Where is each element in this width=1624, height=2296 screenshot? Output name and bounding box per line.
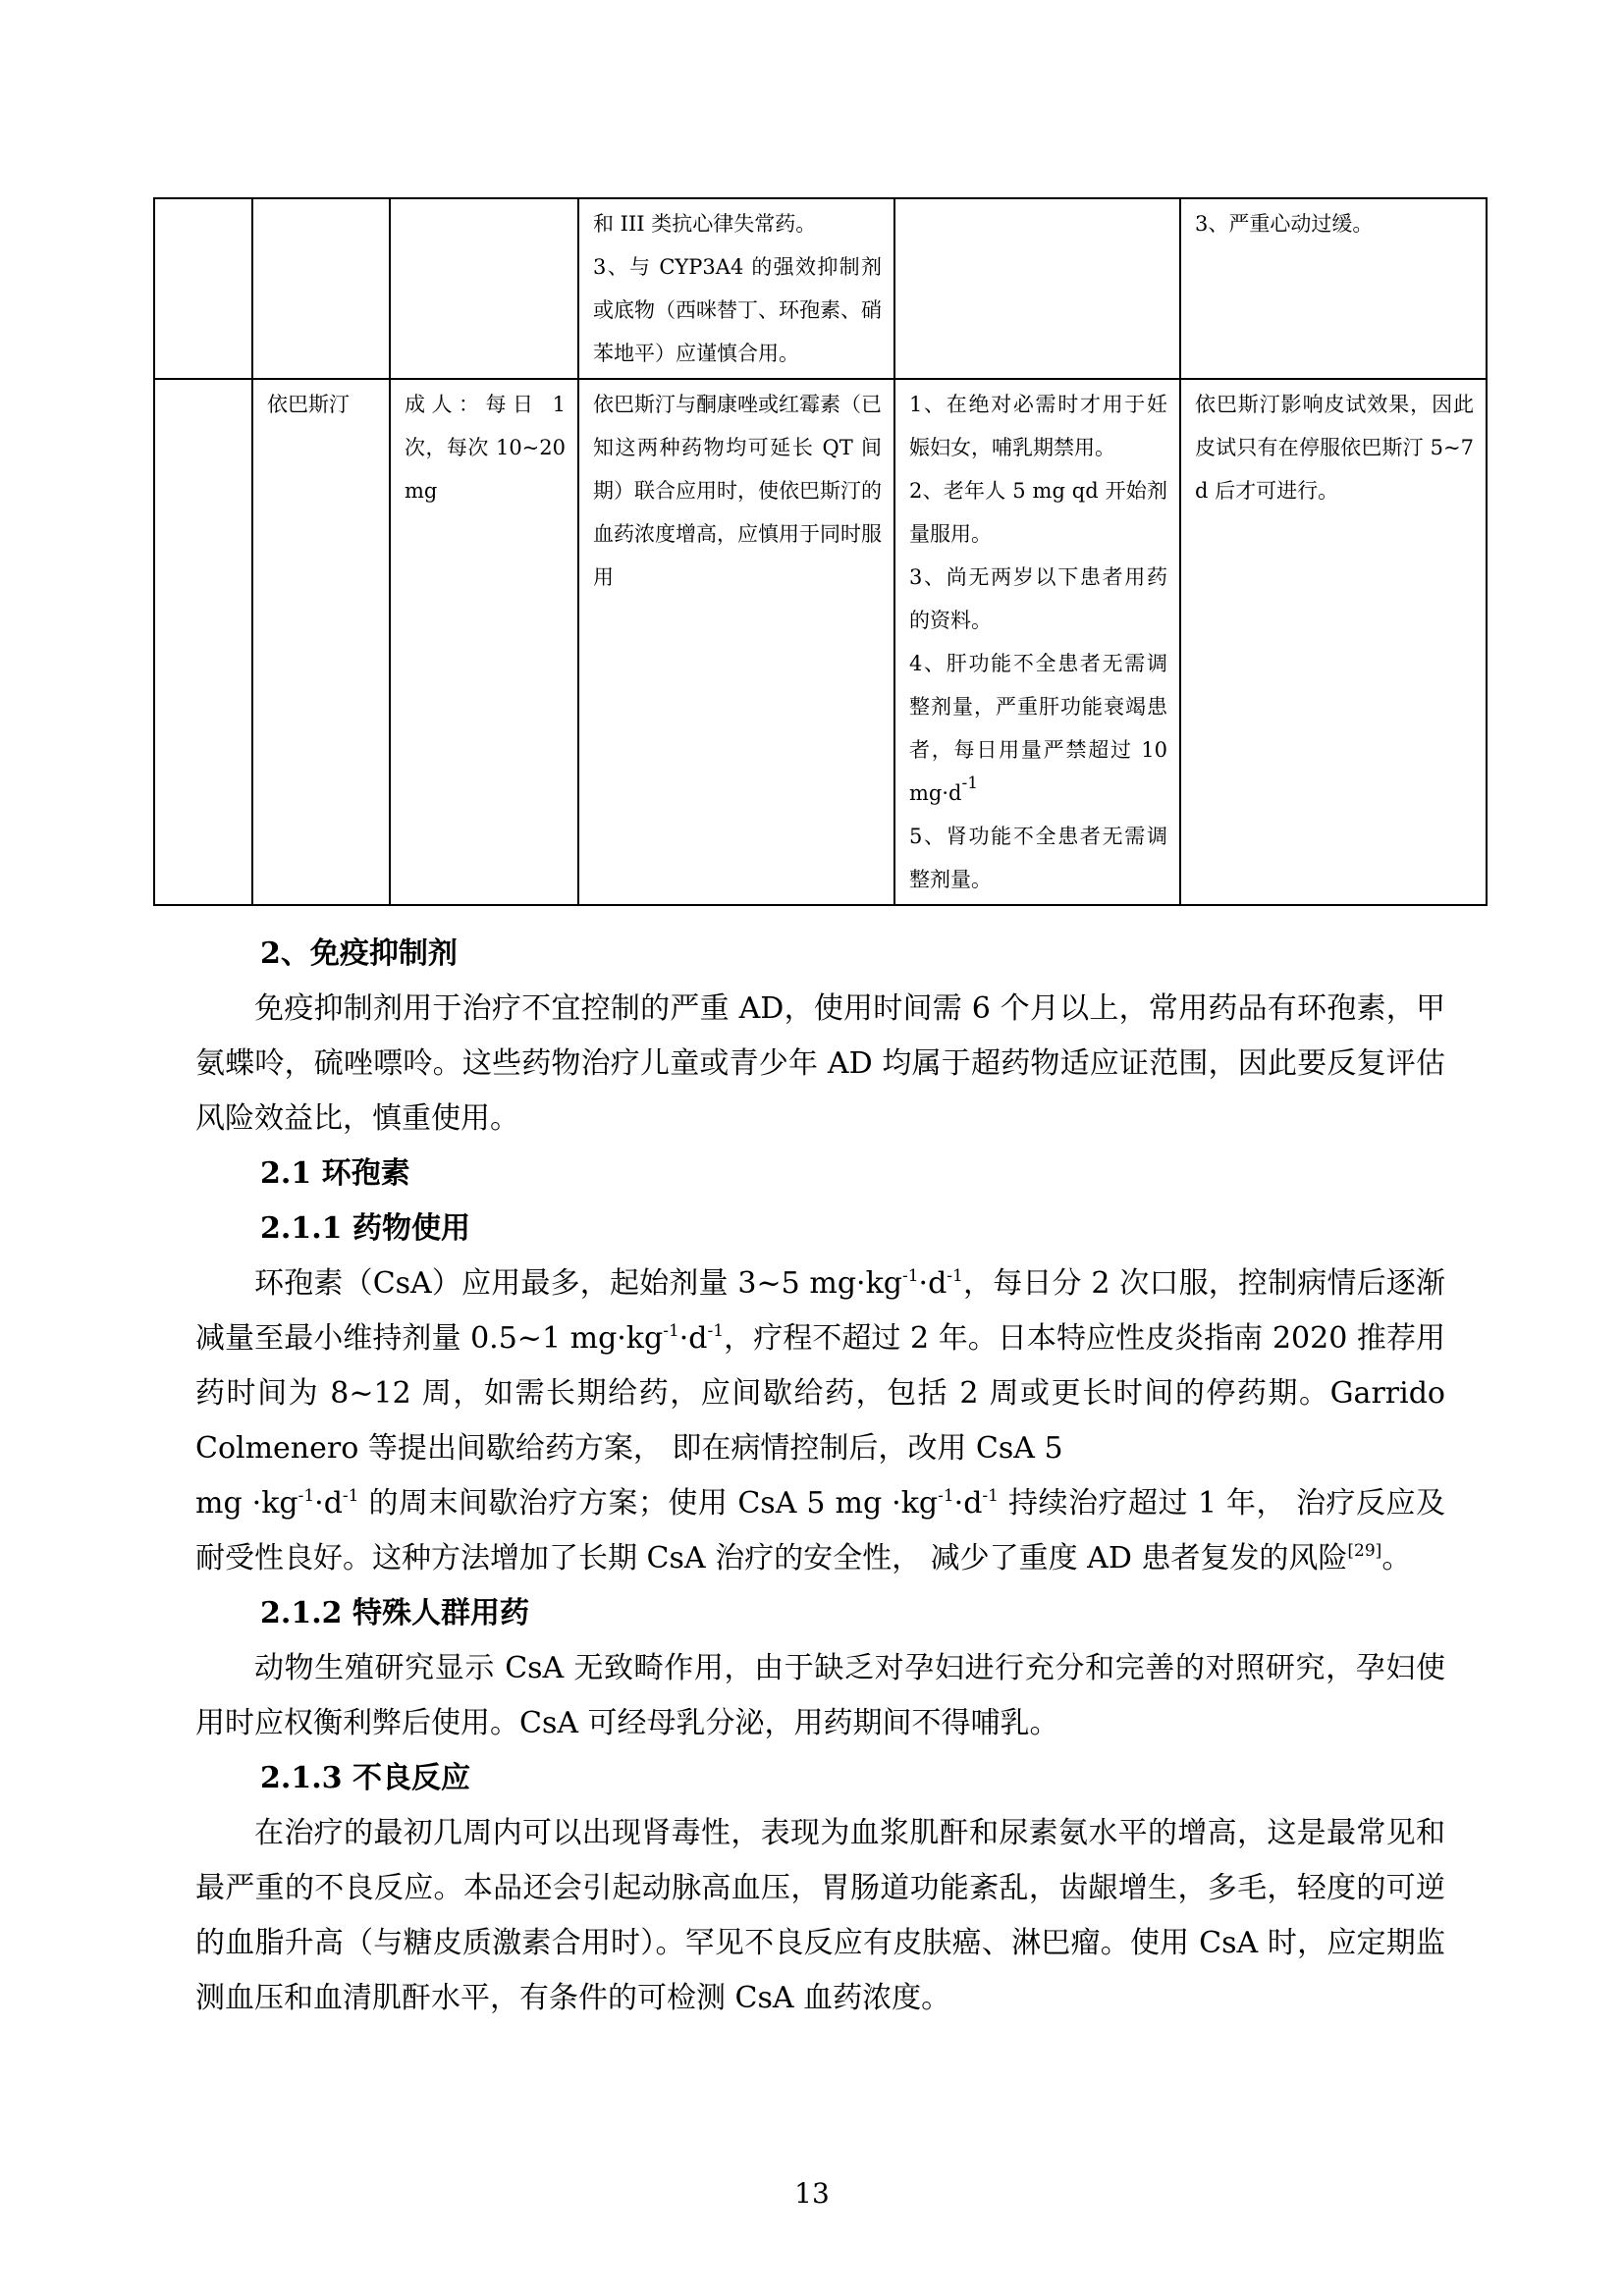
table-cell bbox=[390, 198, 578, 379]
table-cell-notes: 依巴斯汀影响皮试效果，因此皮试只有在停服依巴斯汀 5~7 d 后才可进行。 bbox=[1180, 379, 1487, 905]
table-cell-special-populations: 1、在绝对必需时才用于妊娠妇女，哺乳期禁用。 2、老年人 5 mg qd 开始剂量服用。 3、尚无两岁以下患者用药的资料。 4、肝功能不全患者无需调整剂量，严重肝功能衰竭患者，每日用量严禁超过 10 $mg\cdot d^{-1}$ 5、肾功能不全患者无需调整剂量。 bbox=[894, 379, 1180, 905]
table-cell-drug-name: 依巴斯汀 bbox=[252, 379, 390, 905]
table-row bbox=[154, 379, 1487, 905]
paragraph: 免疫抑制剂用于治疗不宜控制的严重 AD，使用时间需 6 个月以上，常用药品有环孢素，甲氨蝶呤，硫唑嘌呤。这些药物治疗儿童或青少年 AD 均属于超药物适应证范围，因此要反复评估风险效益比，慎重使用。 bbox=[195, 991, 1445, 1136]
section-heading: 2.1.1 药物使用 bbox=[260, 1211, 470, 1246]
table-cell bbox=[154, 198, 252, 379]
paragraph: 在治疗的最初几周内可以出现肾毒性，表现为血浆肌酐和尿素氨水平的增高，这是最常见和最严重的不良反应。本品还会引起动脉高血压，胃肠道功能紊乱，齿龈增生，多毛，轻度的可逆的血脂升高（与糖皮质激素合用时）。罕见不良反应有皮肤癌、淋巴瘤。使用 CsA 时，应定期监测血压和血清肌酐水平，有条件的可检测 CsA 血药浓度。 bbox=[195, 1816, 1445, 2015]
page-number: 13 bbox=[794, 2177, 830, 2210]
table-cell-dosage: 成人：每日 1 次，每次 10~20 mg bbox=[390, 379, 578, 905]
section-heading: 2、免疫抑制剂 bbox=[260, 936, 458, 971]
paragraph: 动物生殖研究显示 CsA 无致畸作用，由于缺乏对孕妇进行充分和完善的对照研究，孕妇使用时应权衡利弊后使用。CsA 可经母乳分泌，用药期间不得哺乳。 bbox=[195, 1651, 1445, 1740]
table-cell bbox=[154, 379, 252, 905]
table-cell-contraindications: 3、严重心动过缓。 bbox=[1180, 198, 1487, 379]
table-cell-interactions: 依巴斯汀与酮康唑或红霉素（已知这两种药物均可延长 QT 间期）联合应用时，使依巴斯汀的血药浓度增高，应慎用于同时服用 bbox=[578, 379, 894, 905]
table-cell-interactions: 和 III 类抗心律失常药。 3、与 CYP3A4 的强效抑制剂或底物（西咪替丁、环孢素、硝苯地平）应谨慎合用。 bbox=[578, 198, 894, 379]
section-heading: 2.1.3 不良反应 bbox=[260, 1761, 470, 1795]
paragraph: 环孢素（CsA）应用最多，起始剂量 3~5 $mg\cdot kg^{-1}\cdot d^{-1}$，每日分 2 次口服，控制病情后逐渐减量至最小维持剂量 0.5~1 $mg\cdot kg^{-1}\cdot d^{-1}$，疗程不超过 2 年。日本特应性皮炎指南 2020 推荐用药时间为 8~12 周，如需长期给药，应间歇给药，包括 2 周或更长时间的停药期。Garrido Colmenero 等提出间歇给药方案， 即在病情控制后，改用 CsA 5 mg $\cdot kg^{-1}\cdot d^{-1}$ 的周末间歇治疗方案；使用 CsA 5 mg $\cdot kg^{-1}\cdot d^{-1}$ 持续治疗超过 1 年， 治疗反应及耐受性良好。这种方法增加了长期 CsA 治疗的安全性， 减少了重度 AD 患者复发的风险[29]。 bbox=[195, 1266, 1446, 1575]
section-heading: 2.1.2 特殊人群用药 bbox=[260, 1596, 529, 1630]
table-cell bbox=[252, 198, 390, 379]
table-cell bbox=[894, 198, 1180, 379]
section-heading: 2.1 环孢素 bbox=[260, 1156, 410, 1191]
body-content bbox=[195, 927, 1445, 2026]
drug-table bbox=[153, 197, 1488, 906]
table-row bbox=[154, 198, 1487, 379]
citation: [29] bbox=[1347, 1541, 1382, 1561]
